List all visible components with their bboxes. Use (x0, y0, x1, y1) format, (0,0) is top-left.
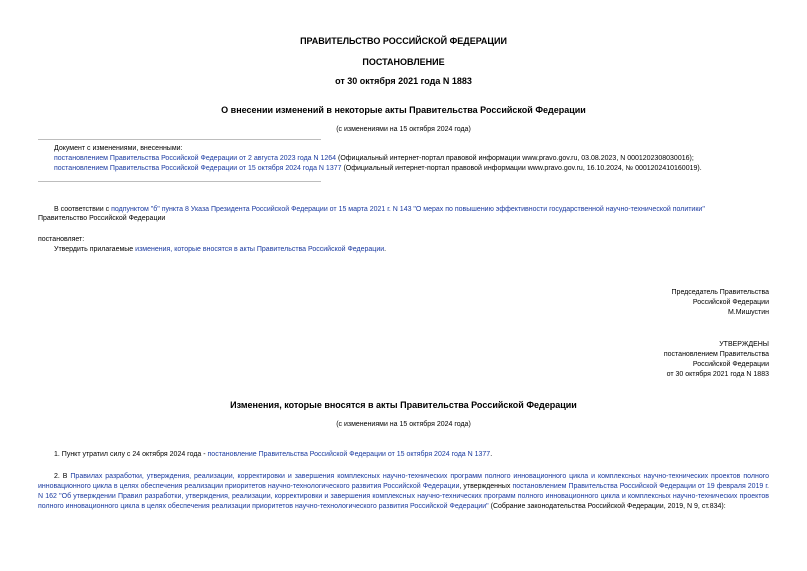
amendment-item (54, 165, 702, 172)
changes-link[interactable]: изменения, которые вносятся в акты Правительства Российской Федерации (135, 246, 385, 253)
amendment-source: (Официальный интернет-портал правовой информации www.pravo.gov.ru, 16.10.2024, № 0001202410160019). (341, 165, 702, 172)
signature-role: Председатель Правительства (671, 289, 769, 296)
approved-label: УТВЕРЖДЕНЫ (719, 341, 769, 348)
approve-line: Утвердить прилагаемые изменения, которые вносятся в акты Правительства Российской Федерации. (54, 246, 387, 253)
amendment-item (54, 155, 694, 162)
revision-note: (с изменениями на 15 октября 2024 года) (336, 126, 471, 133)
decree-link[interactable]: подпунктом "б" пункта 8 Указа Президента Российской Федерации от 15 марта 2021 г. N 143 "О мерах по повышению эффективности государственной научно-технической политики" (111, 206, 705, 213)
signature-block (672, 288, 769, 318)
doc-type-heading: ПОСТАНОВЛЕНИЕ (362, 57, 445, 67)
preamble-paragraph (38, 205, 769, 215)
amendment-link[interactable]: постановлением Правительства Российской Федерации от 2 августа 2023 года N 1264 (54, 155, 337, 162)
date-number-heading: от 30 октября 2021 года N 1883 (335, 76, 472, 86)
amendments-top-rule (38, 139, 321, 140)
amendment-link[interactable]: постановлением Правительства Российской Федерации от 15 октября 2024 года N 1377 (54, 165, 342, 172)
changes-title: Изменения, которые вносятся в акты Правительства Российской Федерации (230, 400, 577, 410)
changes-revision-note: (с изменениями на 15 октября 2024 года) (336, 421, 471, 428)
government-line: Правительство Российской Федерации (38, 215, 166, 222)
signature-name: М.Мишустин (727, 309, 769, 316)
change-item-1: 1. Пункт утратил силу с 24 октября 2024 года - постановление Правительства Российской Федерации от 15 октября 2024 года N 1377. (54, 451, 493, 458)
change-item-2: 2. В Правилах разработки, утверждения, реализации, корректировки и завершения комплексных научно-технических программ полного инновационного цикла и комплексных научно-технических проектов полного инновационного цикла в целях обеспечения реализации приоритетов научно-технологического развития Российской Федерации, утвержденных постановлением Правительства Российской Федерации от 19 февраля 2019 г. N 162 "Об утверждении Правил разработки, утверждения, реализации, корректировки и завершения комплексных научно-технических программ полного инновационного цикла и комплексных научно-технических проектов полного инновационного цикла в целях обеспечения реализации приоритетов научно-технологического развития Российской Федерации" (Собрание законодательства Российской Федерации, 2019, N 9, ст.834): (38, 473, 770, 510)
amendments-intro: Документ с изменениями, внесенными: (54, 145, 183, 152)
amendment-source: (Официальный интернет-портал правовой информации www.pravo.gov.ru, 03.08.2023, N 0001202308030016); (336, 155, 694, 162)
approved-block: УТВЕРЖДЕНЫ постановлением Правительства Российской Федерации от 30 октября 2021 года N 1883 (663, 341, 769, 378)
signature-role-country: Российской Федерации (692, 299, 769, 306)
rules-link[interactable]: Правилах разработки, утверждения, реализации, корректировки и завершения комплексных научно-технических программ полного инновационного цикла и комплексных научно-технических проектов полного инновационного цикла в целях обеспечения реализации приоритетов научно-технологического развития Российской Федерации (38, 473, 770, 490)
resolution-link[interactable]: постановлением Правительства Российской Федерации от 19 февраля 2019 г. N 162 "Об утверждении Правил разработки, утверждения, реализации, корректировки и завершения комплексных научно-технических программ полного инновационного цикла и комплексных научно-технических проектов полного инновационного цикла в целях обеспечения реализации приоритетов научно-технологического развития Российской Федерации" (38, 483, 769, 510)
resolves-line: постановляет: (38, 236, 85, 243)
amendments-bottom-rule (38, 181, 321, 182)
preamble-prefix: В соответствии с (54, 206, 112, 213)
authority-heading: ПРАВИТЕЛЬСТВО РОССИЙСКОЙ ФЕДЕРАЦИИ (300, 36, 507, 46)
change-item-1-link[interactable]: постановление Правительства Российской Федерации от 15 октября 2024 года N 1377 (207, 451, 491, 458)
document-title: О внесении изменений в некоторые акты Правительства Российской Федерации (221, 105, 586, 115)
